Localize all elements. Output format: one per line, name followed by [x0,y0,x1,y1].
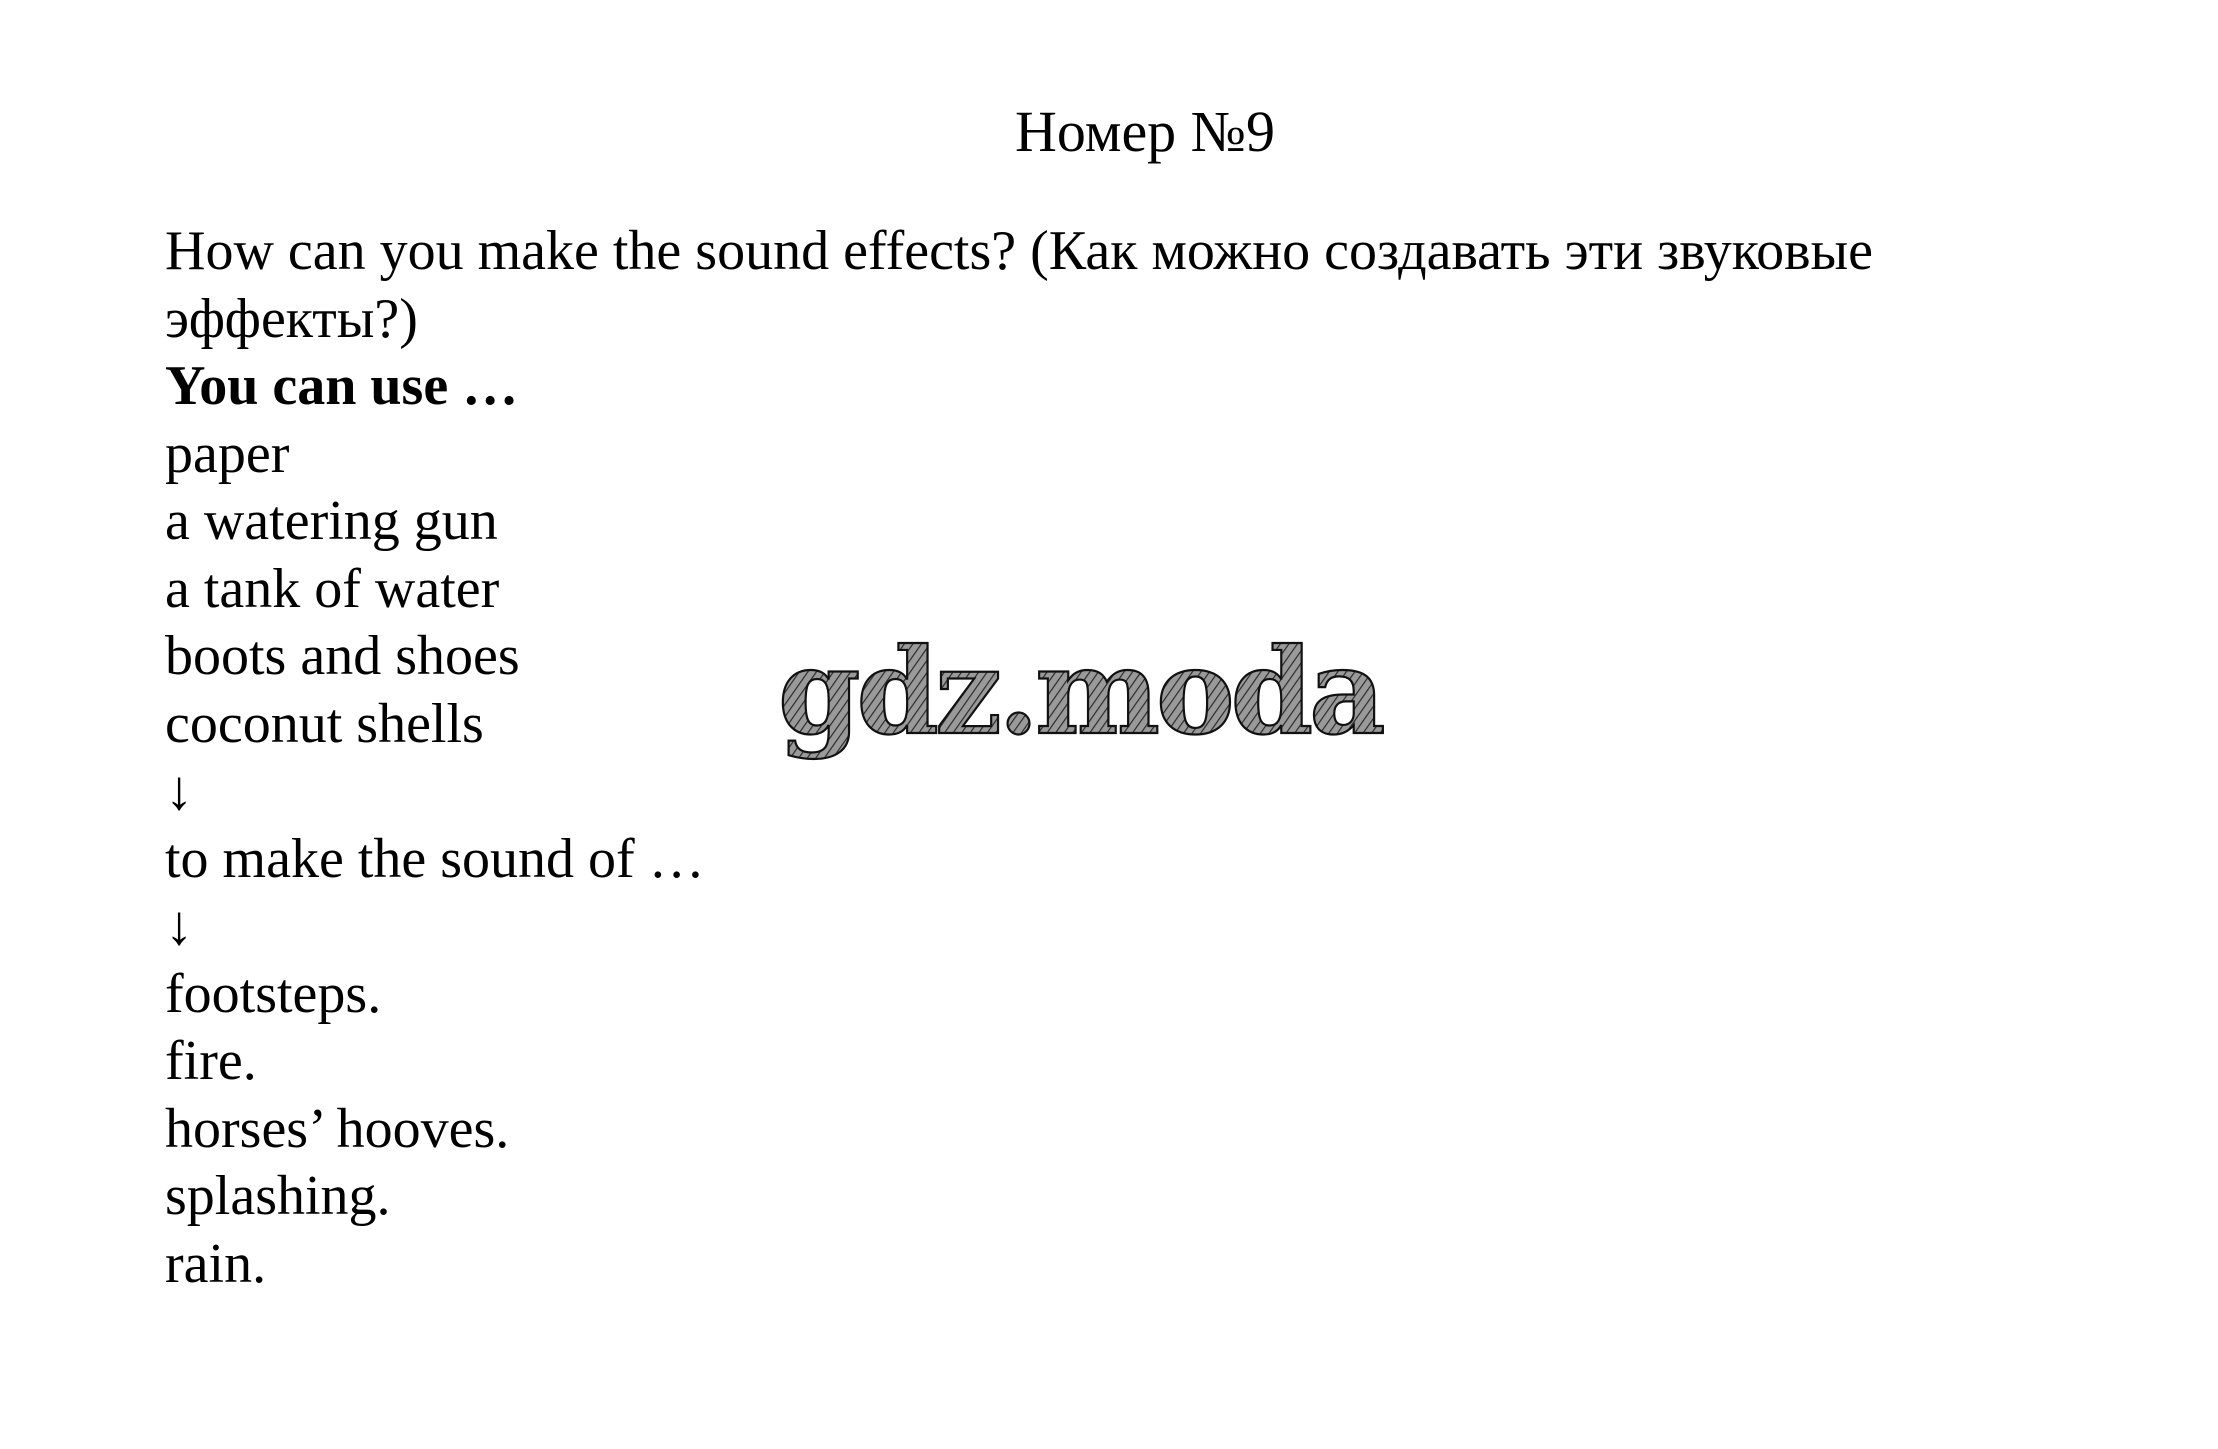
result-item: footsteps. [165,962,382,1025]
result-item: splashing. [165,1165,391,1227]
question-text: How can you make the sound effects? (Как можно создавать эти звуковые эффекты?) [165,220,1873,350]
list-item: paper [165,422,290,485]
down-arrow-icon: ↓ [165,895,193,957]
result-item: fire. [165,1030,257,1092]
result-item: rain. [165,1232,267,1295]
down-arrow-icon: ↓ [165,760,193,822]
result-item: horses’ hooves. [165,1097,510,1160]
list-item: coconut shells [165,692,484,755]
watermark-logo [770,615,1430,775]
list-item: boots and shoes [165,625,520,687]
list-item: a watering gun [165,490,498,552]
watermark-text: gdz.moda [778,622,1382,761]
page-title: Номер №9 [1014,99,1276,164]
connector-text: to make the sound of … [165,827,705,890]
list-item: a tank of water [165,557,500,620]
lead-text: You can use … [165,355,519,417]
